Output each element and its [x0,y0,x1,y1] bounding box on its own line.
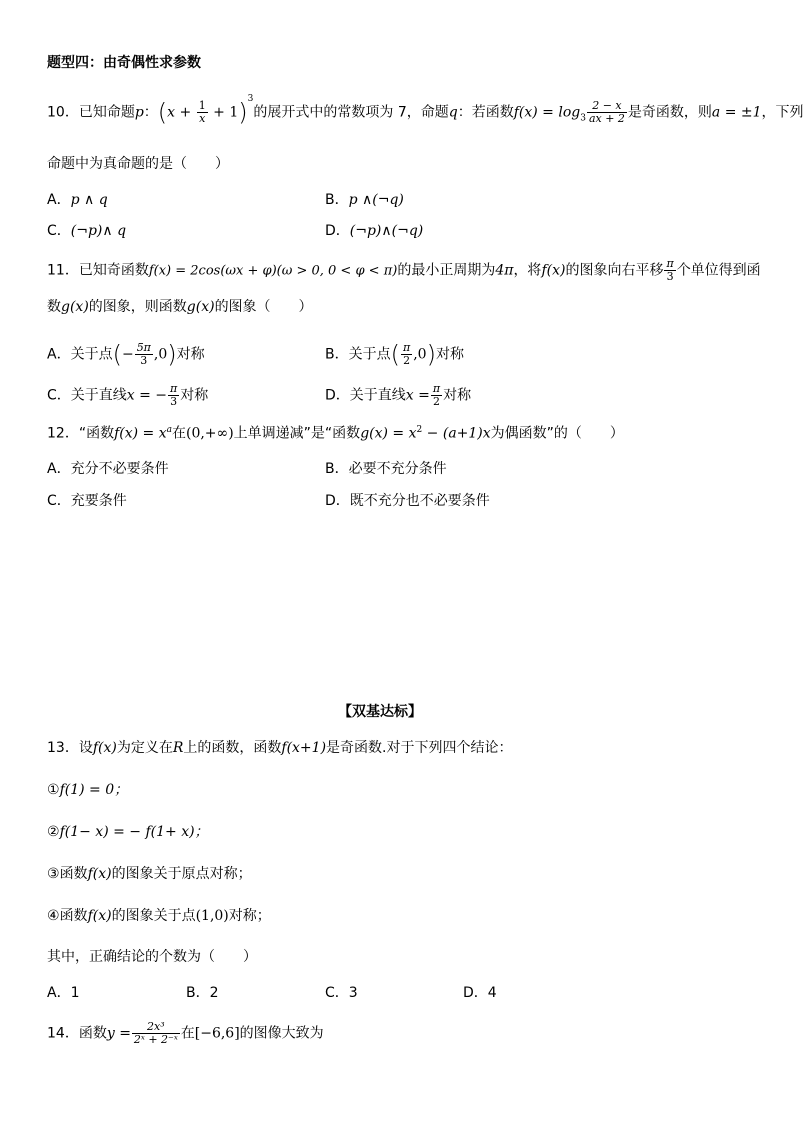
q10-mid3: 是奇函数，则 [627,104,712,121]
q10-option-c: C．(¬p)∧ q [47,223,127,239]
q11-option-c: C．关于直线x = − $\frac{\pi}{3}$ 对称 [47,382,209,409]
section-title: 题型四：由奇偶性求参数 [47,55,201,71]
q10-option-b: B．p ∧(¬q) [325,192,404,208]
q10-option-d: D．(¬p)∧(¬q) [325,223,424,239]
q11-option-a: A．关于点(− $\frac{5\pi}{3}$ ,0)对称 [47,340,205,369]
question-11: 11．已知奇函数f(x) = 2cos(ωx + φ)(ω > 0, 0 < φ < π)的最小正周期为4π，将f(x)的图象向右平移 $\frac{\pi}{3}$ 个单位得到函 [47,257,761,284]
q10-log-frac: $\frac{2 - x}{ax + 2}$ [588,99,625,126]
paren-right: ) [238,98,248,127]
paren-left: ( [157,98,168,127]
q10-base: 3 [580,113,586,124]
q10-mid2: ：若函数 [457,104,514,121]
q13-option-c: C．3 [325,985,358,1001]
q11-option-d: D．关于直线x = $\frac{\pi}{2}$ 对称 [325,382,472,409]
q10-option-a: A．p ∧ q [47,192,108,208]
q10-cond: a = ±1 [711,104,762,121]
q13-conclusion-3: ③函数f(x)的图象关于原点对称； [47,866,252,882]
q10-tail: ，下列 [761,104,804,121]
q10-q: q [448,104,458,121]
question-14: 14．函数y = $\frac{\text{2x³}}{\text{2ˣ + 2⁻ˣ}}$ 在[−6,6]的图像大致为 [47,1020,324,1047]
q13-option-b: B．2 [186,985,219,1001]
q11-fx: f(x) = 2cos(ωx + φ)(ω > 0, 0 < φ < π) [148,263,398,279]
q10-line2: 命题中为真命题的是（ ） [47,156,229,172]
q11-line2: 数g(x)的图象，则函数g(x)的图象（ ） [47,299,313,315]
question-12: 12．“函数$f(x) = x^a$在(0,+∞)上单调递减”是“函数$g(x) = x^2 - (a+1)x$为偶函数”的（ ） [47,425,624,442]
q10-x: x [167,104,176,121]
q11-shift-frac: $\frac{\pi}{3}$ [666,257,674,284]
q13-conclusion-4: ④函数f(x)的图象关于点(1,0)对称； [47,908,271,924]
q12-option-a: A．充分不必要条件 [47,461,169,477]
q12-option-d: D．既不充分也不必要条件 [325,493,490,509]
section-subtitle: 【双基达标】 [338,704,422,720]
q13-option-d: D．4 [463,985,497,1001]
q13-option-a: A．1 [47,985,80,1001]
q10-colon: ： [143,104,158,121]
q13-ask: 其中，正确结论的个数为（ ） [47,949,257,965]
question-10: 10．已知命题p：(x + $\frac{1}{x}$ + 1)$^3$的展开式中的常数项为 7，命题q：若函数$f(x) = \log_3$ $\frac{2 - x}{ax + 2}$ 是奇函数，则a = ±1，下列 [47,93,804,127]
q10-fx: f(x) = log [513,104,581,121]
question-13: 13．设f(x)为定义在R上的函数，函数f(x+1)是奇函数.对于下列四个结论： [47,740,513,756]
q10-frac: $\frac{1}{x}$ [198,99,206,126]
q12-option-b: B．必要不充分条件 [325,461,447,477]
q14-frac: $\frac{\text{2x³}}{\text{2ˣ + 2⁻ˣ}}$ [133,1020,178,1047]
q10-exponent: 3 [247,93,254,104]
q13-conclusion-1: ①f(1) = 0； [47,782,129,798]
q10-prefix: 10．已知命题 [47,104,135,121]
q11-option-b: B．关于点( $\frac{\pi}{2}$ ,0)对称 [325,340,464,369]
q10-mid: 的展开式中的常数项为 7，命题 [253,104,449,121]
q13-conclusion-2: ②f(1− x) = − f(1+ x)； [47,824,209,840]
q12-option-c: C．充要条件 [47,493,127,509]
q10-p: p [134,104,144,121]
